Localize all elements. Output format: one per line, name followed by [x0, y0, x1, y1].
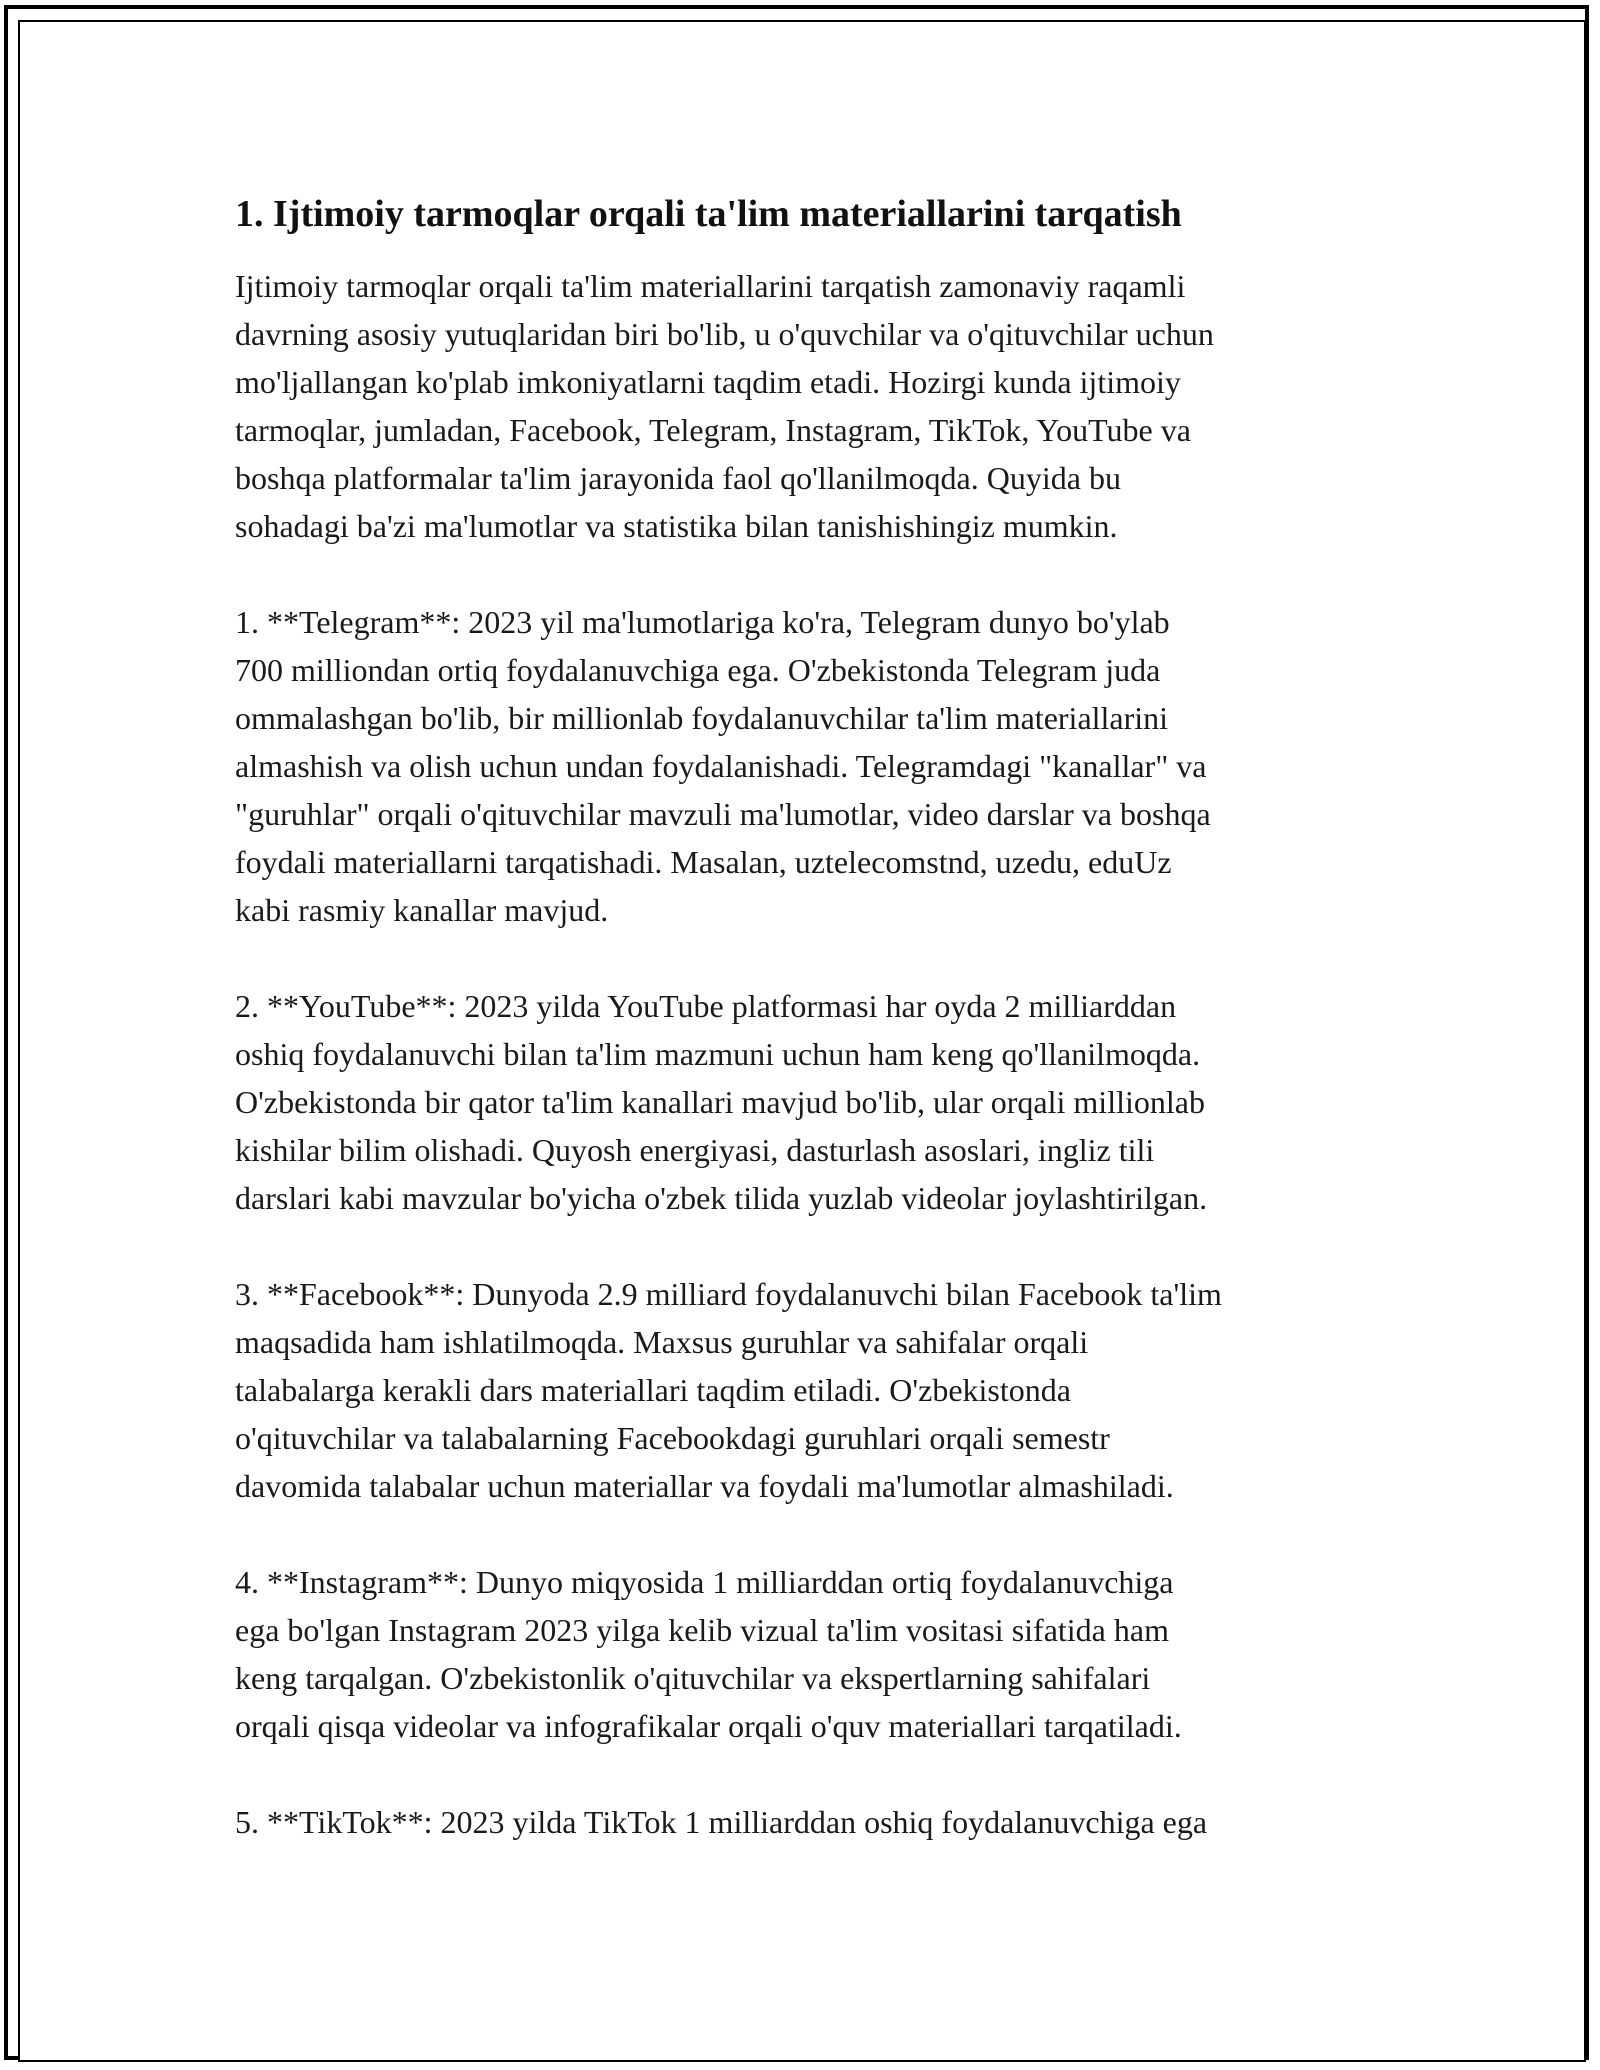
paragraph-intro: Ijtimoiy tarmoqlar orqali ta'lim materiallarini tarqatish zamonaviy raqamli davrning asosiy yutuqlaridan biri bo'lib, u o'quvchilar va o'qituvchilar uchun mo'ljallangan ko'plab imkoniyatlarni taqdim etadi. Hozirgi kunda ijtimoiy tarmoqlar, jumladan, Facebook, Telegram, Instagram, TikTok, YouTube va boshqa platformalar ta'lim jarayonida faol qo'llanilmoqda. Quyida bu sohadagi ba'zi ma'lumotlar va statistika bilan tanishishingiz mumkin. [235, 268, 1214, 544]
paragraph-youtube: 2. **YouTube**: 2023 yilda YouTube platformasi har oyda 2 milliarddan oshiq foydalanuvchi bilan ta'lim mazmuni uchun ham keng qo'llanilmoqda. O'zbekistonda bir qator ta'lim kanallari mavjud bo'lib, ular orqali millionlab kishilar bilim olishadi. Quyosh energiyasi, dasturlash asoslari, ingliz tili darslari kabi mavzular bo'yicha o'zbek tilida yuzlab videolar joylashtirilgan. [235, 988, 1208, 1216]
document-body [235, 190, 1385, 1894]
paragraph-tiktok: 5. **TikTok**: 2023 yilda TikTok 1 milliarddan oshiq foydalanuvchiga ega [235, 1804, 1208, 1840]
paragraph-facebook: 3. **Facebook**: Dunyoda 2.9 milliard foydalanuvchi bilan Facebook ta'lim maqsadida ham ishlatilmoqda. Maxsus guruhlar va sahifalar orqali talabalarga kerakli dars materiallari taqdim etiladi. O'zbekistonda o'qituvchilar va talabalarning Facebookdagi guruhlari orqali semestr davomida talabalar uchun materiallar va foydali ma'lumotlar almashiladi. [235, 1276, 1222, 1504]
paragraph-instagram: 4. **Instagram**: Dunyo miqyosida 1 milliarddan ortiq foydalanuvchiga ega bo'lgan Instagram 2023 yilga kelib vizual ta'lim vositasi sifatida ham keng tarqalgan. O'zbekistonlik o'qituvchilar va ekspertlarning sahifalari orqali qisqa videolar va infografikalar orqali o'quv materiallari tarqatiladi. [235, 1564, 1182, 1744]
section-heading: 1. Ijtimoiy tarmoqlar orqali ta'lim materiallarini tarqatish [235, 193, 1182, 235]
paragraph-telegram: 1. **Telegram**: 2023 yil ma'lumotlariga ko'ra, Telegram dunyo bo'ylab 700 milliondan ortiq foydalanuvchiga ega. O'zbekistonda Telegram juda ommalashgan bo'lib, bir millionlab foydalanuvchilar ta'lim materiallarini almashish va olish uchun undan foydalanishadi. Telegramdagi "kanallar" va "guruhlar" orqali o'qituvchilar mavzuli ma'lumotlar, video darslar va boshqa foydali materiallarni tarqatishadi. Masalan, uztelecomstnd, uzedu, eduUz kabi rasmiy kanallar mavjud. [235, 604, 1211, 928]
